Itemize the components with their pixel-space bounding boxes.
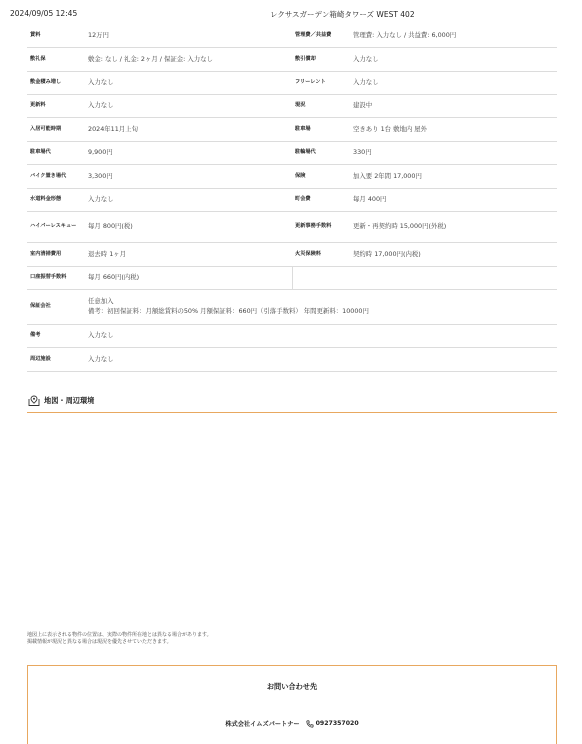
field-renewal-fee (27, 95, 292, 117)
field-label: バイク置き場代 (30, 172, 67, 179)
field-value: 毎月 400円 (353, 195, 387, 204)
disclaimer-line-2: 掲載情報が現況と異なる場合は現況を優先させていただきます。 (27, 639, 172, 646)
field-value: 入力なし (88, 78, 114, 87)
disclaimer-line-1: 地図上に表示される物件の位置は、実際の物件所在地とは異なる場合があります。 (27, 632, 212, 638)
field-value: 毎月 660円(内税) (88, 273, 140, 282)
field-value: 退去時 1ヶ月 (88, 249, 127, 258)
field-label: 周辺施設 (30, 355, 51, 362)
table-row (27, 95, 557, 118)
field-label: 更新料 (30, 102, 46, 109)
field-renewal-admin-fee (292, 212, 557, 242)
phone-group[interactable] (306, 720, 359, 728)
table-row (27, 165, 557, 189)
phone-number[interactable]: 0927357020 (315, 720, 359, 727)
field-label: 駐車場 (295, 125, 311, 132)
field-label: 水道料金形態 (30, 196, 62, 203)
field-value: 更新・再契約時 15,000円(外税) (353, 222, 447, 231)
field-label: 町会費 (295, 196, 311, 203)
field-label: 口座振替手数料 (30, 274, 67, 281)
company-name: 株式会社イムズパートナー (225, 721, 300, 728)
field-current-status (292, 95, 557, 117)
field-value: 毎月 800円(税) (88, 222, 133, 231)
contact-line (28, 719, 556, 728)
field-value: 9,900円 (88, 148, 113, 157)
contact-box (27, 665, 557, 744)
field-label: 敷引償却 (295, 55, 316, 62)
field-water-billing (27, 189, 292, 211)
field-label: ハイパーレスキュー (30, 223, 77, 230)
field-value: 加入要 2年間 17,000円 (353, 171, 422, 180)
field-value: 入力なし (88, 331, 114, 340)
field-move-in-date (27, 118, 292, 141)
field-label: 室内清掃費用 (30, 250, 62, 257)
guarantee-line-1: 任意加入 (88, 297, 114, 306)
field-community-fee (292, 189, 557, 211)
field-deposit-deduction (292, 48, 557, 71)
field-label: 敷礼保 (30, 55, 46, 62)
field-label: 更新事務手数料 (295, 223, 332, 230)
field-parking-fee (27, 142, 292, 164)
field-fire-insurance (292, 243, 557, 266)
field-guarantee-company (27, 290, 557, 324)
phone-icon (306, 720, 314, 728)
table-row (27, 72, 557, 95)
map-pin-icon (28, 395, 40, 406)
field-label: 火災保険料 (295, 250, 321, 257)
table-row (27, 212, 557, 243)
field-value: 入力なし (88, 101, 114, 110)
table-row (27, 267, 557, 290)
field-value: 建設中 (353, 101, 373, 110)
field-label: 備考 (30, 332, 41, 339)
field-cleaning-fee (27, 243, 292, 266)
field-bicycle-parking-fee (292, 142, 557, 164)
field-value: 契約時 17,000円(内税) (353, 249, 421, 258)
contact-heading: お問い合わせ先 (266, 682, 318, 691)
field-value: 空きあり 1台 敷地内 屋外 (353, 124, 428, 133)
field-label: 管理費／共益費 (295, 32, 332, 39)
field-value: 管理費: 入力なし / 共益費: 6,000円 (353, 31, 457, 40)
property-detail-table (27, 25, 557, 372)
field-remarks (27, 325, 557, 347)
field-hyper-rescue (27, 212, 292, 242)
guarantee-line-2: 備考：初回保証料：月額総賃料の50% 月額保証料：660円（引落手数料） 年間更新料：10000円 (88, 307, 369, 315)
table-row (27, 142, 557, 165)
field-value: 敷金: なし / 礼金: 2ヶ月 / 保証金: 入力なし (88, 54, 213, 63)
field-surroundings (27, 348, 557, 371)
map-disclaimer (27, 632, 212, 647)
field-label: 駐輪場代 (295, 149, 316, 156)
field-label: 賃料 (30, 32, 41, 39)
property-title: レクサスガーデン箱崎タワーズ WEST 402 (270, 10, 415, 19)
field-value: 入力なし (353, 54, 379, 63)
field-value: 2024年11月上旬 (88, 124, 138, 133)
field-value: 入力なし (88, 354, 114, 363)
field-deposit-increase (27, 72, 292, 94)
field-parking (292, 118, 557, 141)
table-row (27, 118, 557, 142)
field-transfer-fee (27, 267, 292, 289)
field-label: 入居可能時期 (30, 125, 62, 132)
table-row (27, 348, 557, 372)
field-value: 3,300円 (88, 171, 113, 180)
field-rent (27, 25, 292, 47)
field-label: 保証会社 (30, 303, 51, 310)
field-label: 敷金積み増し (30, 79, 62, 86)
field-label: 保険 (295, 172, 306, 179)
map-section-title: 地図・周辺環境 (44, 396, 95, 405)
table-row (27, 189, 557, 212)
field-value: 12万円 (88, 31, 109, 40)
field-value: 入力なし (88, 195, 114, 204)
field-free-rent (292, 72, 557, 94)
table-row (27, 48, 557, 72)
field-deposit (27, 48, 292, 71)
field-management-fee (292, 25, 557, 47)
field-insurance (292, 165, 557, 188)
field-label: 駐車場代 (30, 149, 51, 156)
page-header (10, 9, 572, 23)
field-label: 現況 (295, 102, 306, 109)
field-bike-parking-fee (27, 165, 292, 188)
field-value: 入力なし (353, 78, 379, 87)
print-datetime: 2024/09/05 12:45 (10, 9, 78, 18)
table-row (27, 290, 557, 325)
map-section-heading (27, 395, 557, 413)
field-value (85, 297, 557, 316)
field-value: 330円 (353, 148, 372, 157)
empty-cell (292, 267, 557, 289)
field-label: フリーレント (295, 79, 326, 86)
table-row (27, 243, 557, 267)
table-row (27, 25, 557, 48)
table-row (27, 325, 557, 348)
